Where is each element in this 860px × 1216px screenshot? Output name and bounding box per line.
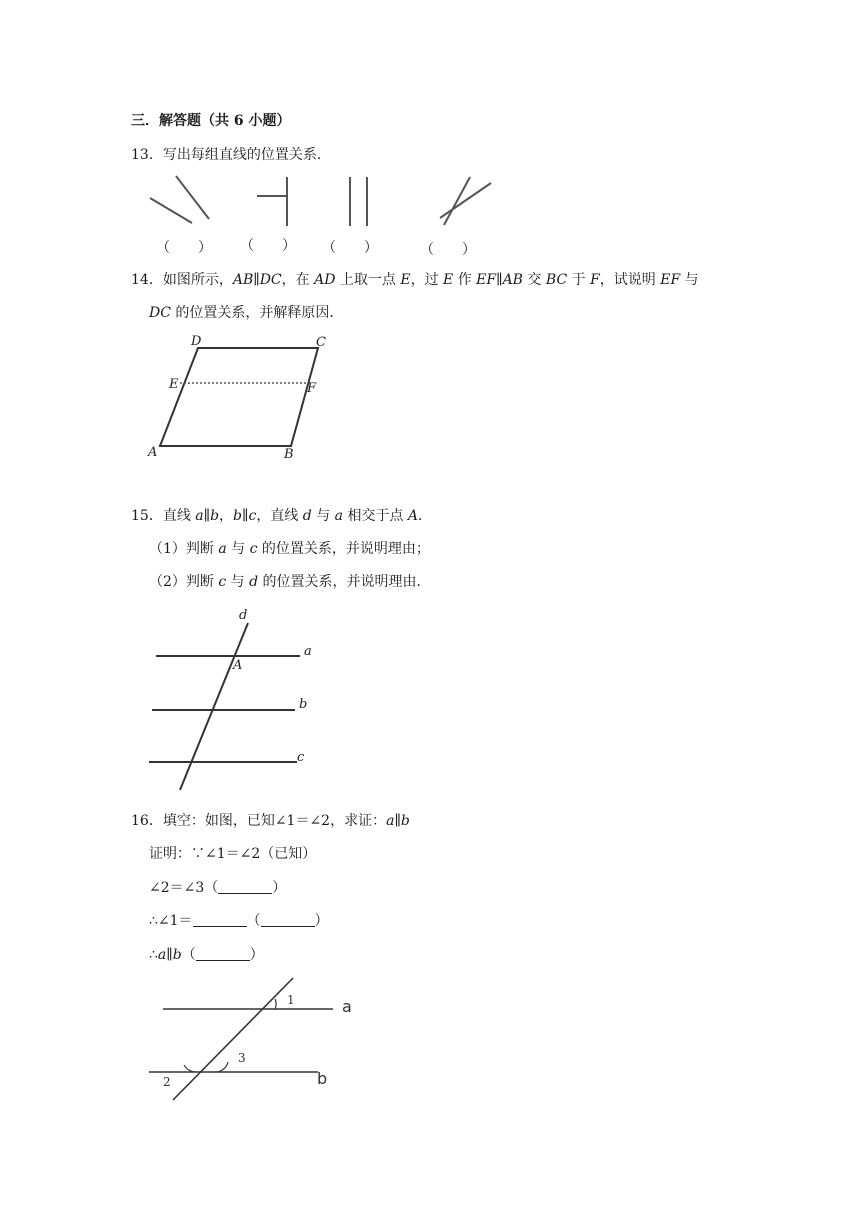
line-d <box>180 623 248 790</box>
parallelogram-abcd <box>160 348 318 446</box>
angle-1-arc <box>275 999 276 1009</box>
answer-blank-3[interactable] <box>261 912 315 927</box>
label-a: a <box>342 997 352 1016</box>
label-B: B <box>284 447 294 462</box>
q13-figure <box>140 170 520 260</box>
q14-line2: DC 的位置关系，并解释原因． <box>149 305 344 321</box>
angle-3-arc <box>214 1062 228 1072</box>
q16-proof-line1: 证明：∵∠1＝∠2（已知） <box>149 846 317 862</box>
label-3: 3 <box>238 1051 246 1065</box>
q15-part2: （2）判断 c 与 d 的位置关系，并说明理由． <box>149 574 431 590</box>
q13-blank-3: （ ） <box>322 240 378 256</box>
q16-proof-line2: ∠2＝∠3（ ） <box>149 880 287 896</box>
q13-blank-4: （ ） <box>420 242 476 258</box>
q16-proof-line4: ∴a∥b（ ） <box>149 947 264 963</box>
q13-stem: 13．写出每组直线的位置关系． <box>131 147 331 163</box>
angle-2-arc <box>184 1065 196 1072</box>
q15-stem: 15．直线 a∥b，b∥c，直线 d 与 a 相交于点 A． <box>131 508 433 524</box>
q16-proof-line3: ∴∠1＝ （ ） <box>149 913 329 929</box>
q16-stem: 16．填空：如图，已知∠1＝∠2，求证：a∥b <box>131 813 410 829</box>
q13-pair4-line2 <box>440 183 491 218</box>
q15-figure <box>140 605 340 800</box>
label-A: A <box>233 658 243 673</box>
label-E: E <box>169 377 179 392</box>
label-D: D <box>191 334 202 349</box>
label-d: d <box>239 608 248 623</box>
q13-pair1-line2 <box>150 198 192 223</box>
label-A: A <box>148 445 158 460</box>
label-2: 2 <box>163 1075 171 1089</box>
label-F: F <box>307 381 317 396</box>
q13-blank-2: （ ） <box>240 238 296 254</box>
answer-blank-4[interactable] <box>196 946 250 961</box>
label-c: c <box>297 750 305 765</box>
q14-line1: 14．如图所示，AB∥DC，在 AD 上取一点 E，过 E 作 EF∥AB 交 BC 于 F，试说明 EF 与 <box>131 272 699 288</box>
label-b: b <box>299 697 308 712</box>
answer-blank-1[interactable] <box>218 879 272 894</box>
label-C: C <box>316 335 326 350</box>
label-b: b <box>317 1069 328 1088</box>
label-1: 1 <box>287 993 295 1007</box>
q13-pair1-line1 <box>176 176 209 219</box>
q16-figure <box>140 970 370 1110</box>
answer-blank-2[interactable] <box>193 912 247 927</box>
q15-part1: （1）判断 a 与 c 的位置关系，并说明理由； <box>149 541 430 557</box>
q14-figure <box>140 330 350 470</box>
label-a: a <box>304 644 312 659</box>
q13-blank-1: （ ） <box>156 240 212 256</box>
section-heading: 三．解答题（共 6 小题） <box>131 113 291 129</box>
transversal <box>173 978 293 1100</box>
